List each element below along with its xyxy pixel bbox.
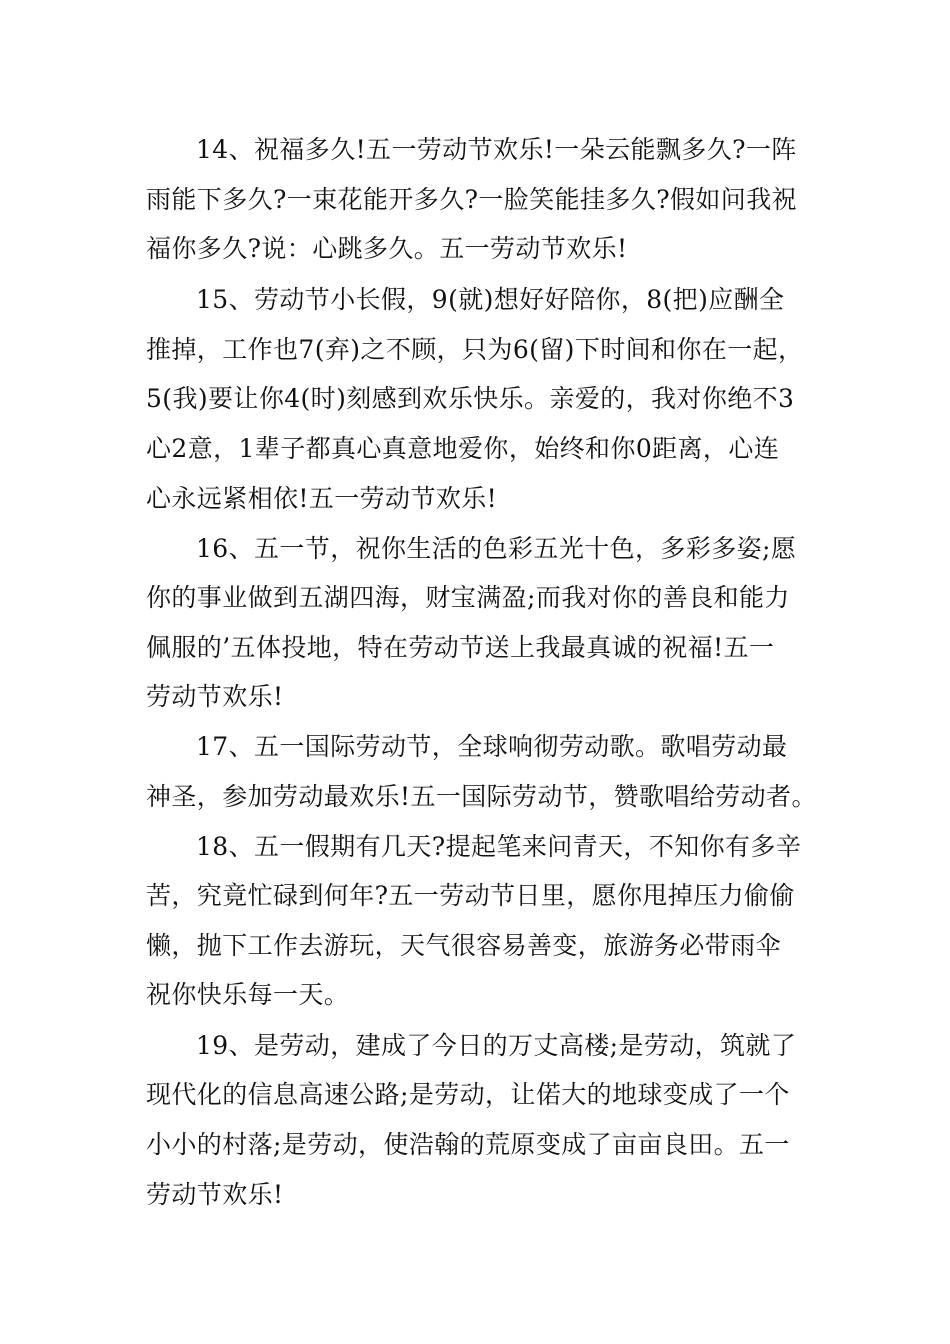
- paragraph-14-line-1: 14、祝福多久!五一劳动节欢乐!一朵云能飘多久?一阵: [196, 135, 797, 164]
- paragraph-19-line-1: 19、是劳动，建成了今日的万丈高楼;是劳动，筑就了: [196, 1031, 797, 1060]
- paragraph-17-line-1: 17、五一国际劳动节，全球响彻劳动歌。歌唱劳动最: [196, 732, 788, 761]
- paragraph-15-line-4: 心2意，1辈子都真心真意地爱你，始终和你0距离，心连: [146, 434, 780, 463]
- paragraph-18-line-1: 18、五一假期有几天?提起笔来问青天，不知你有多辛: [196, 832, 802, 861]
- paragraph-18-line-3: 懒，抛下工作去游玩，天气很容易善变，旅游务必带雨伞: [146, 931, 782, 960]
- paragraph-17-line-2: 神圣，参加劳动最欢乐!五一国际劳动节，赞歌唱给劳动者。: [146, 782, 817, 811]
- paragraph-19-line-3: 小小的村落;是劳动，使浩翰的荒原变成了亩亩良田。五一: [146, 1130, 790, 1159]
- paragraph-16-line-3: 佩服的’五体投地，特在劳动节送上我最真诚的祝福!五一: [146, 633, 775, 662]
- paragraph-18-line-4: 祝你快乐每一天。: [146, 980, 350, 1009]
- paragraph-15-line-5: 心永远紧相依!五一劳动节欢乐!: [146, 484, 498, 513]
- paragraph-18-line-2: 苦，究竟忙碌到何年?五一劳动节日里，愿你甩掉压力偷偷: [146, 881, 795, 910]
- paragraph-15-line-3: 5(我)要让你4(时)刻感到欢乐快乐。亲爱的，我对你绝不3: [146, 384, 795, 413]
- paragraph-15-line-1: 15、劳动节小长假，9(就)想好好陪你，8(把)应酬全: [196, 285, 785, 314]
- paragraph-14-line-2: 雨能下多久?一束花能开多久?一脸笑能挂多久?假如问我祝: [146, 185, 798, 214]
- paragraph-15-line-2: 推掉，工作也7(弃)之不顾，只为6(留)下时间和你在一起，: [146, 335, 804, 364]
- paragraph-16-line-4: 劳动节欢乐!: [146, 682, 284, 711]
- paragraph-19-line-2: 现代化的信息高速公路;是劳动，让偌大的地球变成了一个: [146, 1080, 790, 1109]
- paragraph-14-line-3: 福你多久?说：心跳多久。五一劳动节欢乐!: [146, 234, 628, 263]
- paragraph-19-line-4: 劳动节欢乐!: [146, 1180, 284, 1209]
- paragraph-16-line-2: 你的事业做到五湖四海，财宝满盈;而我对你的善良和能力: [146, 583, 790, 612]
- paragraph-16-line-1: 16、五一节，祝你生活的色彩五光十色，多彩多姿;愿: [196, 534, 797, 563]
